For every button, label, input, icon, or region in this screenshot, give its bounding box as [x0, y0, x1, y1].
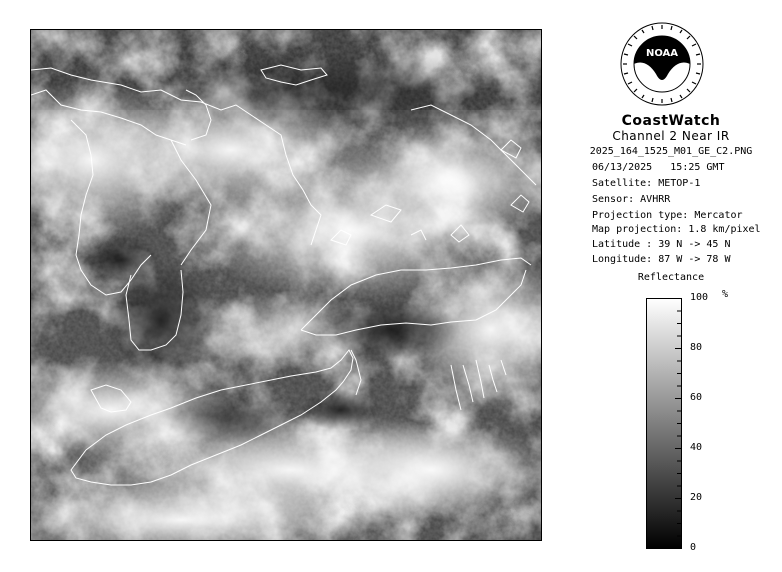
longitude-range: Longitude: 87 W -> 78 W: [592, 254, 731, 265]
channel-name: Channel 2 Near IR: [612, 129, 730, 143]
colorbar-tick-label: 60: [690, 392, 703, 403]
colorbar-tick-label: 100: [690, 292, 709, 303]
colorbar-tick-label: 0: [690, 542, 697, 553]
date: 06/13/2025: [592, 162, 653, 173]
time: 15:25 GMT: [670, 162, 725, 173]
map-projection: Map projection: 1.8 km/pixel: [592, 224, 761, 235]
date-time: [592, 162, 724, 174]
colorbar-tick-label: 20: [690, 492, 703, 503]
projection-type: Projection type: Mercator: [592, 210, 743, 221]
colorbar: [646, 298, 686, 550]
sensor: Sensor: AVHRR: [592, 194, 671, 205]
colorbar-tick-label: 80: [690, 342, 703, 353]
info-panel: [560, 0, 782, 572]
satellite: Satellite: METOP-1: [592, 178, 701, 189]
logo-center-text: NOAA: [645, 48, 679, 59]
latitude-range: Latitude : 39 N -> 45 N: [592, 239, 731, 250]
filename: 2025_164_1525_M01_GE_C2.PNG: [589, 146, 753, 157]
colorbar-gradient: [646, 298, 686, 550]
satellite-image: [30, 29, 542, 541]
brand-title: CoastWatch: [621, 113, 721, 129]
noaa-logo: [620, 22, 704, 106]
colorbar-unit: %: [722, 289, 729, 300]
colorbar-tick-label: 40: [690, 442, 703, 453]
satellite-image-canvas: [31, 30, 541, 540]
colorbar-title: Reflectance: [637, 272, 705, 283]
